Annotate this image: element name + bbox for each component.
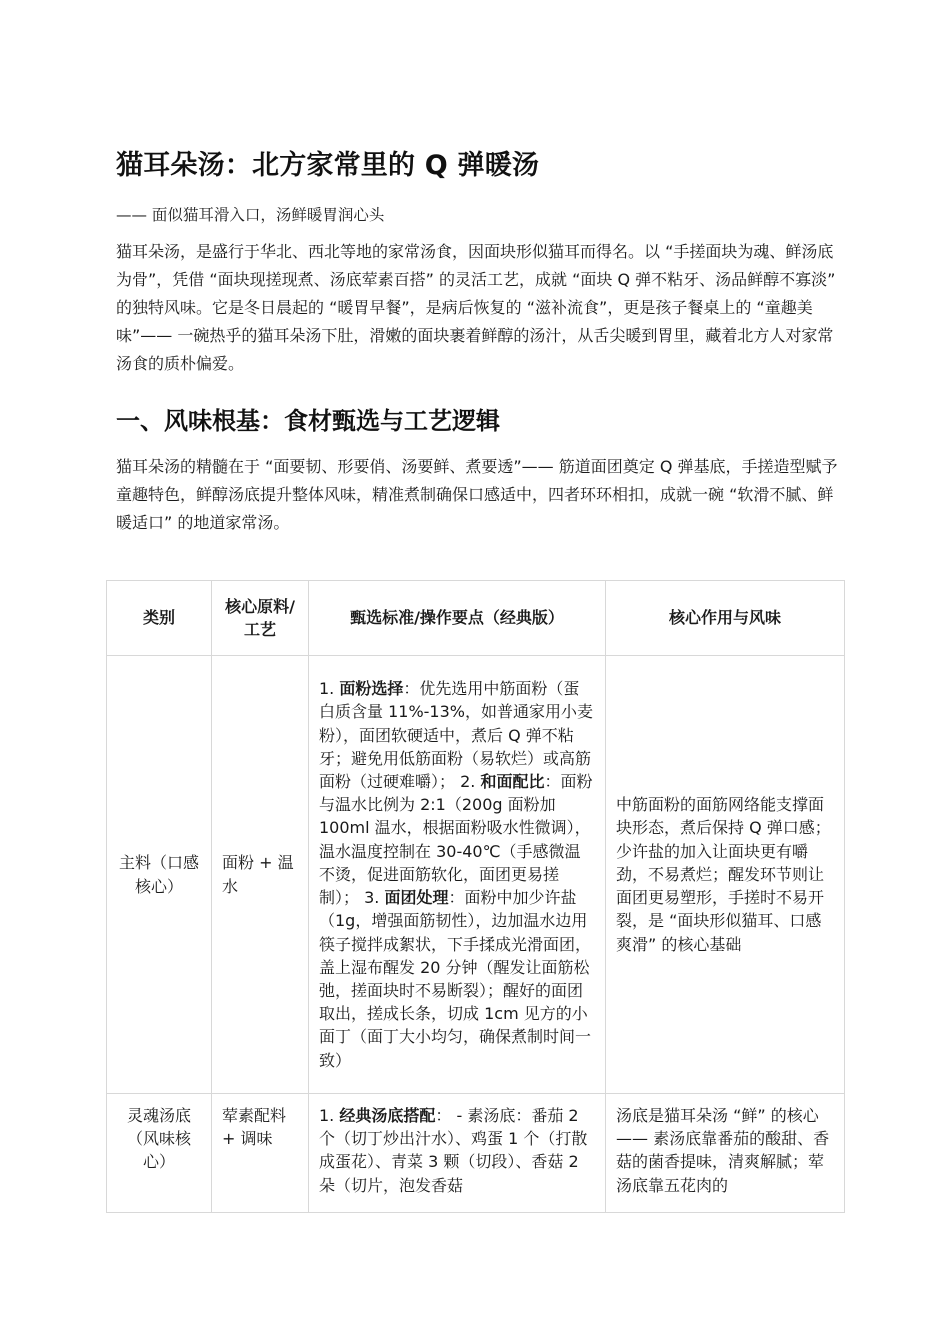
subtitle: —— 面似猫耳滑入口，汤鲜暖胃润心头	[116, 206, 385, 224]
page-title: 猫耳朵汤：北方家常里的 Q 弹暖汤	[116, 150, 540, 181]
header-category: 类别	[107, 581, 212, 656]
cell-material: 荤素配料 + 调味	[212, 1094, 309, 1213]
cell-material: 面粉 + 温水	[212, 656, 309, 1094]
cell-category: 主料（口感核心）	[107, 656, 212, 1094]
step-label: 和面配比	[480, 772, 545, 792]
header-standards: 甄选标准/操作要点（经典版）	[309, 581, 606, 656]
header-effect: 核心作用与风味	[606, 581, 845, 656]
step-label: 经典汤底搭配	[339, 1106, 436, 1125]
intro-paragraph: 猫耳朵汤，是盛行于华北、西北等地的家常汤食，因面块形似猫耳而得名。以 “手搓面块为魂、鲜汤底为骨”，凭借 “面块现搓现煮、汤底荤素百搭” 的灵活工艺，成就 “面块 Q 弹不粘牙、汤品鲜醇不寡淡” 的独特风味。它是冬日晨起的 “暖胃早餐”，是病后恢复的 “滋补流食”，更是孩子餐桌上的 “童趣美味”—— 一碗热乎的猫耳朵汤下肚，滑嫩的面块裹着鲜醇的汤汁，从舌尖暖到胃里，藏着北方人对家常汤食的质朴偏爱。	[116, 242, 836, 373]
table-header-row	[107, 581, 845, 656]
ingredients-table	[106, 580, 845, 1213]
cell-effect: 汤底是猫耳朵汤 “鲜” 的核心 —— 素汤底靠番茄的酸甜、香菇的菌香提味，清爽解腻；荤汤底靠五花肉的	[606, 1094, 845, 1213]
cell-steps: 1. 经典汤底搭配： - 素汤底：番茄 2 个（切丁炒出汁水）、鸡蛋 1 个（打散成蛋花）、青菜 3 颗（切段）、香菇 2 朵（切片，泡发香菇	[309, 1094, 606, 1213]
table-row	[107, 656, 845, 1094]
table-row	[107, 1094, 845, 1213]
cell-steps: 1. 面粉选择：优先选用中筋面粉（蛋白质含量 11%-13%，如普通家用小麦粉），面团软硬适中，煮后 Q 弹不粘牙；避免用低筋面粉（易软烂）或高筋面粉（过硬难嚼）； 2. 和面配比：面粉与温水比例为 2:1（200g 面粉加 100ml 温水，根据面粉吸水性微调），温水温度控制在 30-40℃（手感微温不烫，促进面筋软化，面团更易搓制）； 3. 面团处理：面粉中加少许盐（1g，增强面筋韧性），边加温水边用筷子搅拌成絮状，下手揉成光滑面团，盖上湿布醒发 20 分钟（醒发让面筋松弛，搓面块时不易断裂）；醒好的面团取出，搓成长条，切成 1cm 见方的小面丁（面丁大小均匀，确保煮制时间一致）	[309, 656, 606, 1094]
section-heading: 一、风味根基：食材甄选与工艺逻辑	[116, 407, 500, 435]
step-label: 面团处理	[384, 888, 449, 908]
header-material: 核心原料/工艺	[212, 581, 309, 656]
cell-category: 灵魂汤底（风味核心）	[107, 1094, 212, 1213]
section-paragraph: 猫耳朵汤的精髓在于 “面要韧、形要俏、汤要鲜、煮要透”—— 筋道面团奠定 Q 弹基底，手搓造型赋予童趣特色，鲜醇汤底提升整体风味，精准煮制确保口感适中，四者环环相扣，成就一碗 “软滑不腻、鲜暖适口” 的地道家常汤。	[116, 457, 838, 532]
step-label: 面粉选择	[339, 679, 404, 699]
cell-effect: 中筋面粉的面筋网络能支撑面块形态，煮后保持 Q 弹口感；少许盐的加入让面块更有嚼劲，不易煮烂；醒发环节则让面团更易塑形，手搓时不易开裂，是 “面块形似猫耳、口感爽滑” 的核心基础	[606, 656, 845, 1094]
